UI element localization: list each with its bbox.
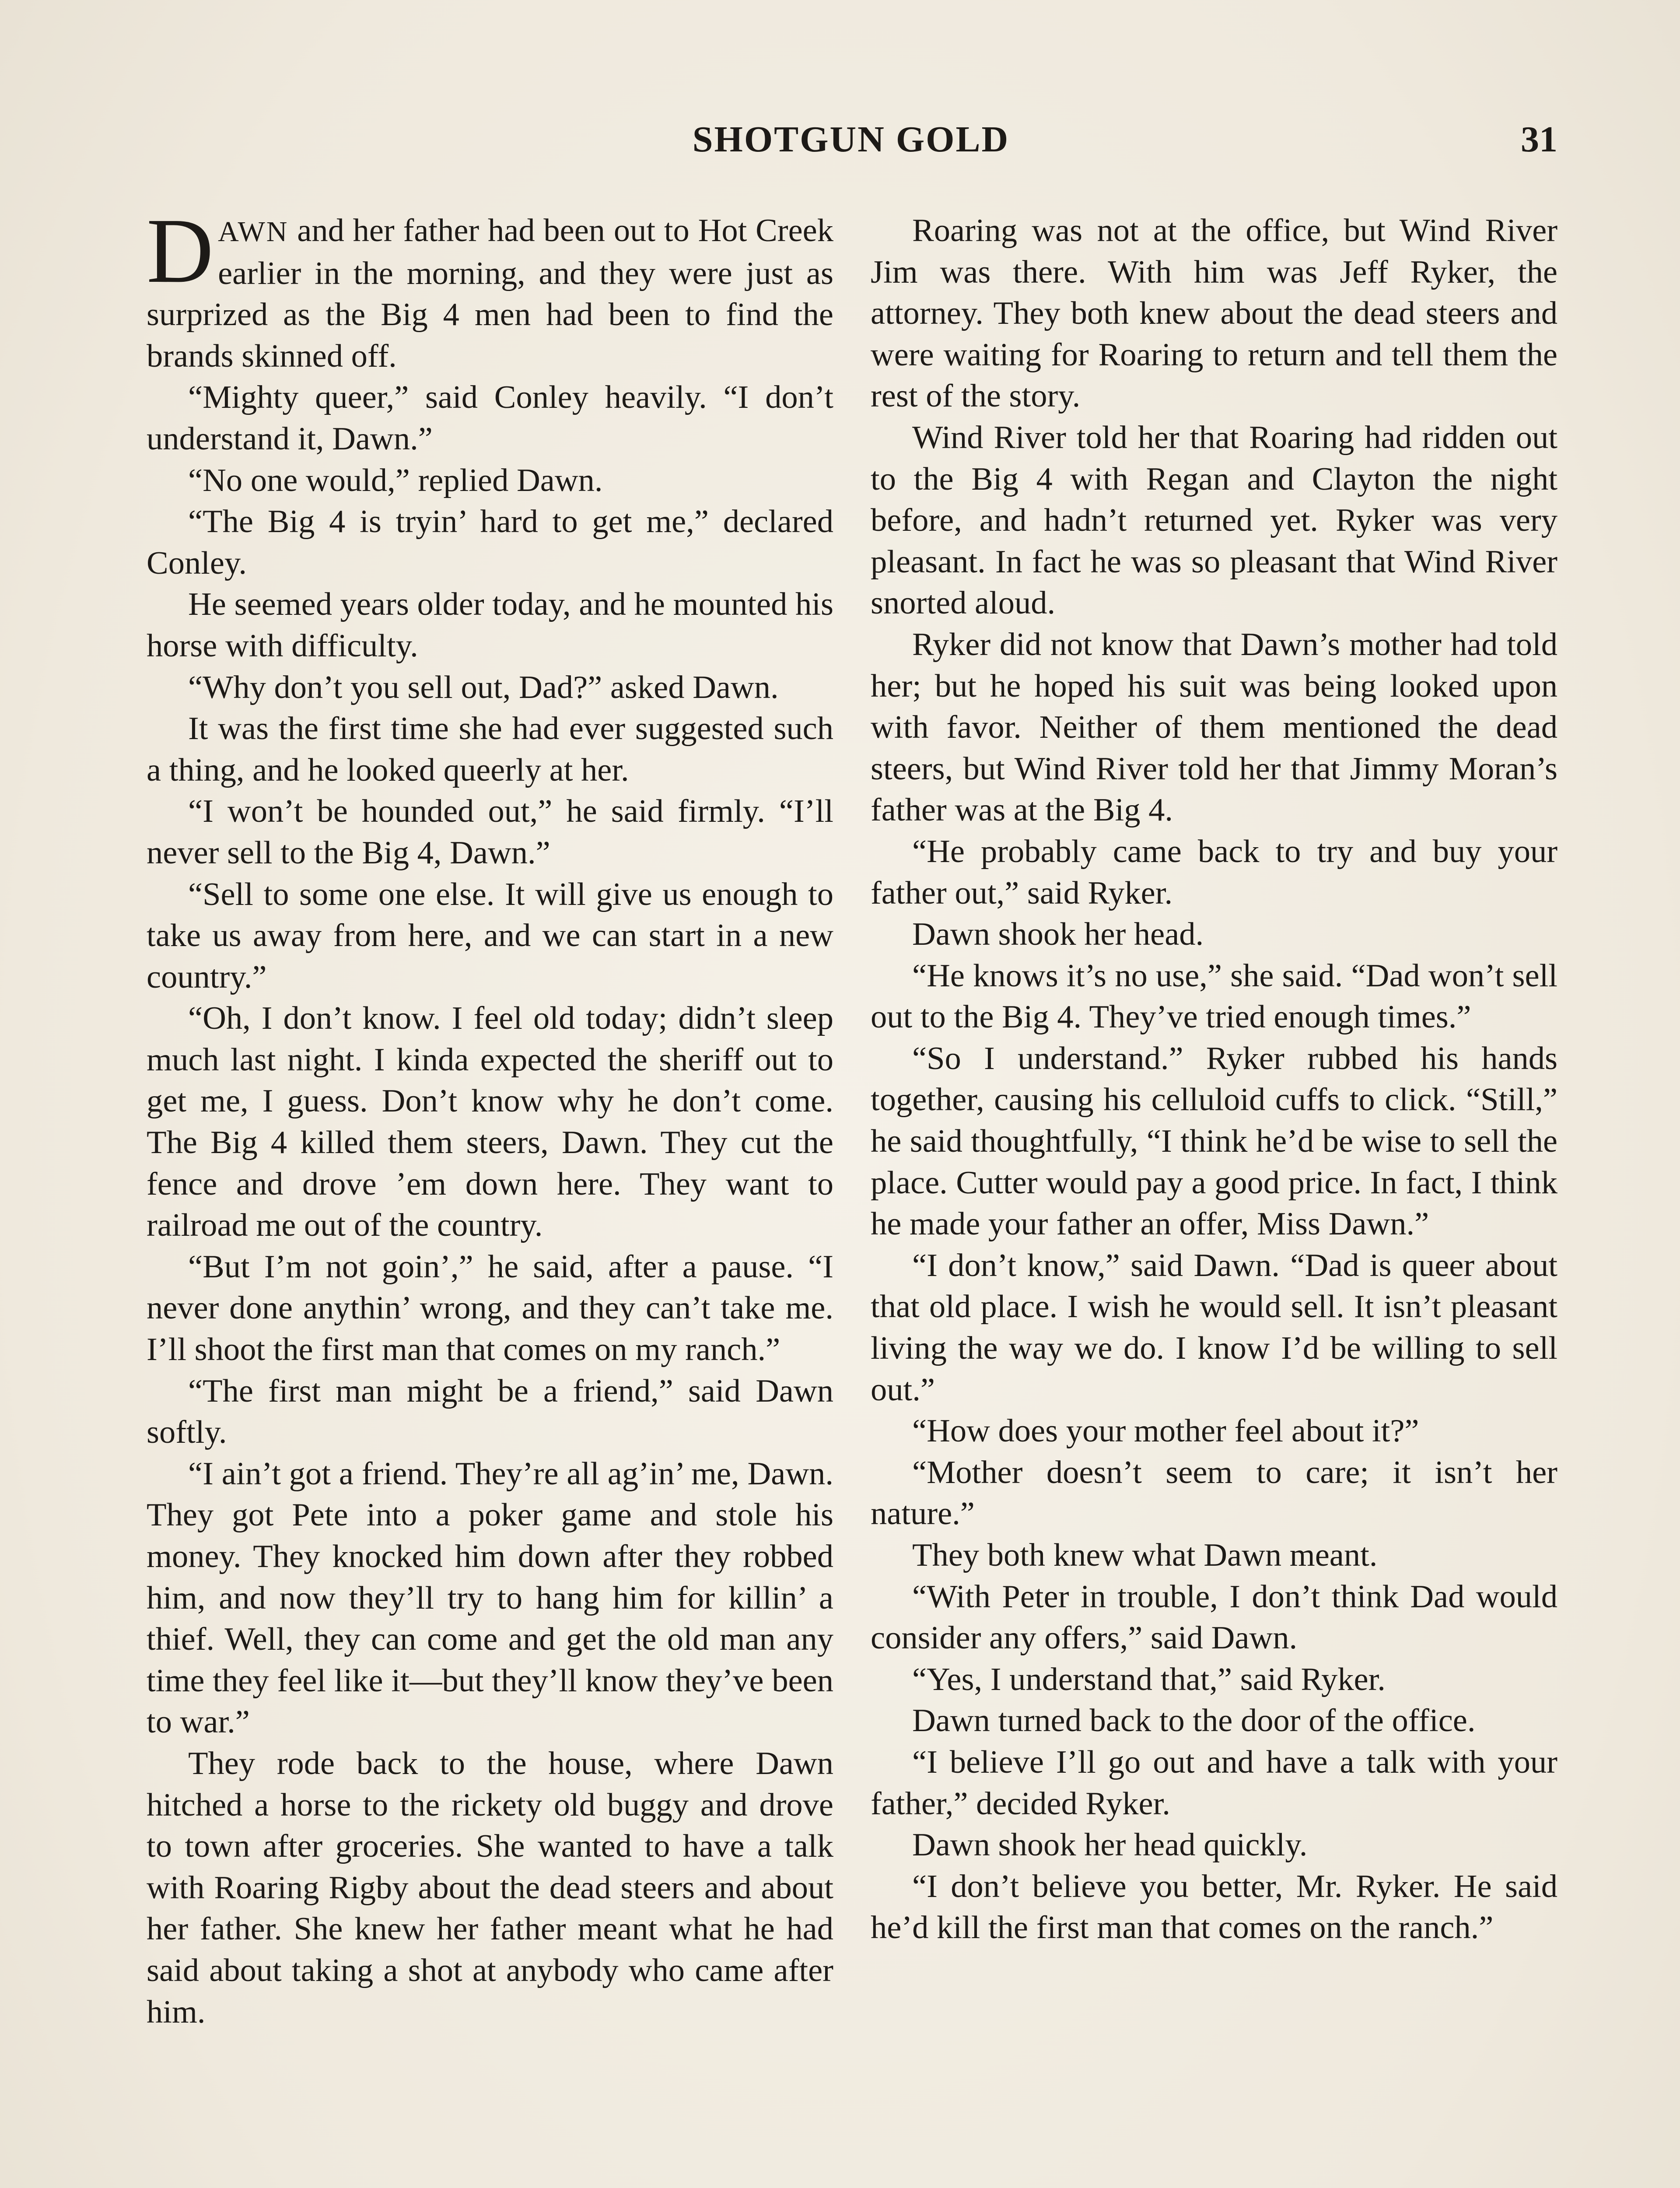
paragraph: “No one would,” replied Dawn. [188,462,603,498]
paragraph: It was the first time she had ever suggested such a thing, and he looked queerly at her. [147,711,833,788]
paragraph: “I ain’t got a friend. They’re all ag’in’ me, Dawn. They got Pete into a poker game and stole his money. They knocked him down after they robbed him, and now they’ll try to hang him for killin’ a thief. Well, they can come and get the old man any time they feel like it—but they’ll know they’ve been to war.” [147,1455,833,1740]
page-header [144,118,1558,166]
page-number: 31 [1521,119,1558,160]
paragraph: “I don’t know,” said Dawn. “Dad is queer about that old place. I wish he would sell. It isn’t pleasant living the way we do. I know I’d be willing to sell out.” [871,1247,1558,1408]
drop-cap: D [147,199,214,302]
paragraph: “The Big 4 is tryin’ hard to get me,” declared Conley. [147,504,833,581]
paragraph: He seemed years older today, and he mounted his horse with difficulty. [147,586,833,664]
paragraph: “I don’t believe you better, Mr. Ryker. He said he’d kill the first man that comes on the ranch.” [871,1868,1558,1946]
right-column [871,210,1558,1949]
paragraph: “He knows it’s no use,” she said. “Dad won’t sell out to the Big 4. They’ve tried enough times.” [871,957,1558,1035]
paragraph: Dawn shook her head quickly. [912,1827,1308,1863]
paragraph: “With Peter in trouble, I don’t think Dad would consider any offers,” said Dawn. [871,1578,1558,1656]
paragraph: “But I’m not goin’,” he said, after a pause. “I never done anythin’ wrong, and they can’t take me. I’ll shoot the first man that comes on my ranch.” [147,1248,833,1368]
opening-paragraph [147,199,833,377]
running-head: SHOTGUN GOLD [692,119,1010,160]
paragraph: Dawn shook her head. [912,916,1204,953]
paragraph: “Sell to some one else. It will give us enough to take us away from here, and we can start in a new country.” [147,876,833,995]
paragraph: “How does your mother feel about it?” [912,1413,1419,1449]
opening-small-caps: AWN [218,216,289,248]
paragraph: Ryker did not know that Dawn’s mother had told her; but he hoped his suit was being looked upon with favor. Neither of them mentioned the dead steers, but Wind River told her that Jimmy Moran’s father was at the Big 4. [871,626,1558,828]
paragraph: Roaring was not at the office, but Wind River Jim was there. With him was Jeff Ryker, the attorney. They both knew about the dead steers and were waiting for Roaring to return and tell them the rest of the story. [871,213,1558,414]
paragraph: Wind River told her that Roaring had ridden out to the Big 4 with Regan and Clayton the night before, and hadn’t returned yet. Ryker was very pleasant. In fact he was so pleasant that Wind River snorted aloud. [871,419,1558,621]
paragraph: “Mighty queer,” said Conley heavily. “I don’t understand it, Dawn.” [147,379,833,457]
paragraph: They rode back to the house, where Dawn hitched a horse to the rickety old buggy and drove to town after groceries. She wanted to have a talk with Roaring Rigby about the dead steers and about her father. She knew her father meant what he had said about taking a shot at anybody who came after him. [147,1745,833,2030]
paragraph: “Yes, I understand that,” said Ryker. [912,1661,1386,1697]
paragraph: “So I understand.” Ryker rubbed his hands together, causing his celluloid cuffs to click. “Still,” he said thoughtfully, “I think he’d be wise to sell the place. Cutter would pay a good price. In fact, I think he made your father an offer, Miss Dawn.” [871,1040,1558,1242]
opening-text: and her father had been out to Hot Creek earlier in the morning, and they were just as surprized as the Big 4 men had been to find the brands skinned off. [147,213,833,374]
paragraph: “Why don’t you sell out, Dad?” asked Dawn. [188,669,779,705]
paragraph: “I believe I’ll go out and have a talk with your father,” decided Ryker. [871,1744,1558,1822]
paragraph: “Oh, I don’t know. I feel old today; didn’t sleep much last night. I kinda expected the sheriff out to get me, I guess. Don’t know why he don’t come. The Big 4 killed them steers, Dawn. They cut the fence and drove ’em down here. They want to railroad me out of the country. [147,1000,833,1244]
left-column [147,199,833,2033]
paragraph: “I won’t be hounded out,” he said firmly. “I’ll never sell to the Big 4, Dawn.” [147,793,833,871]
paragraph: Dawn turned back to the door of the office. [912,1703,1476,1739]
paragraph: “Mother doesn’t seem to care; it isn’t her nature.” [871,1454,1558,1532]
paragraph: They both knew what Dawn meant. [912,1537,1378,1573]
paragraph: “He probably came back to try and buy your father out,” said Ryker. [871,833,1558,911]
paragraph: “The first man might be a friend,” said Dawn softly. [147,1373,833,1451]
